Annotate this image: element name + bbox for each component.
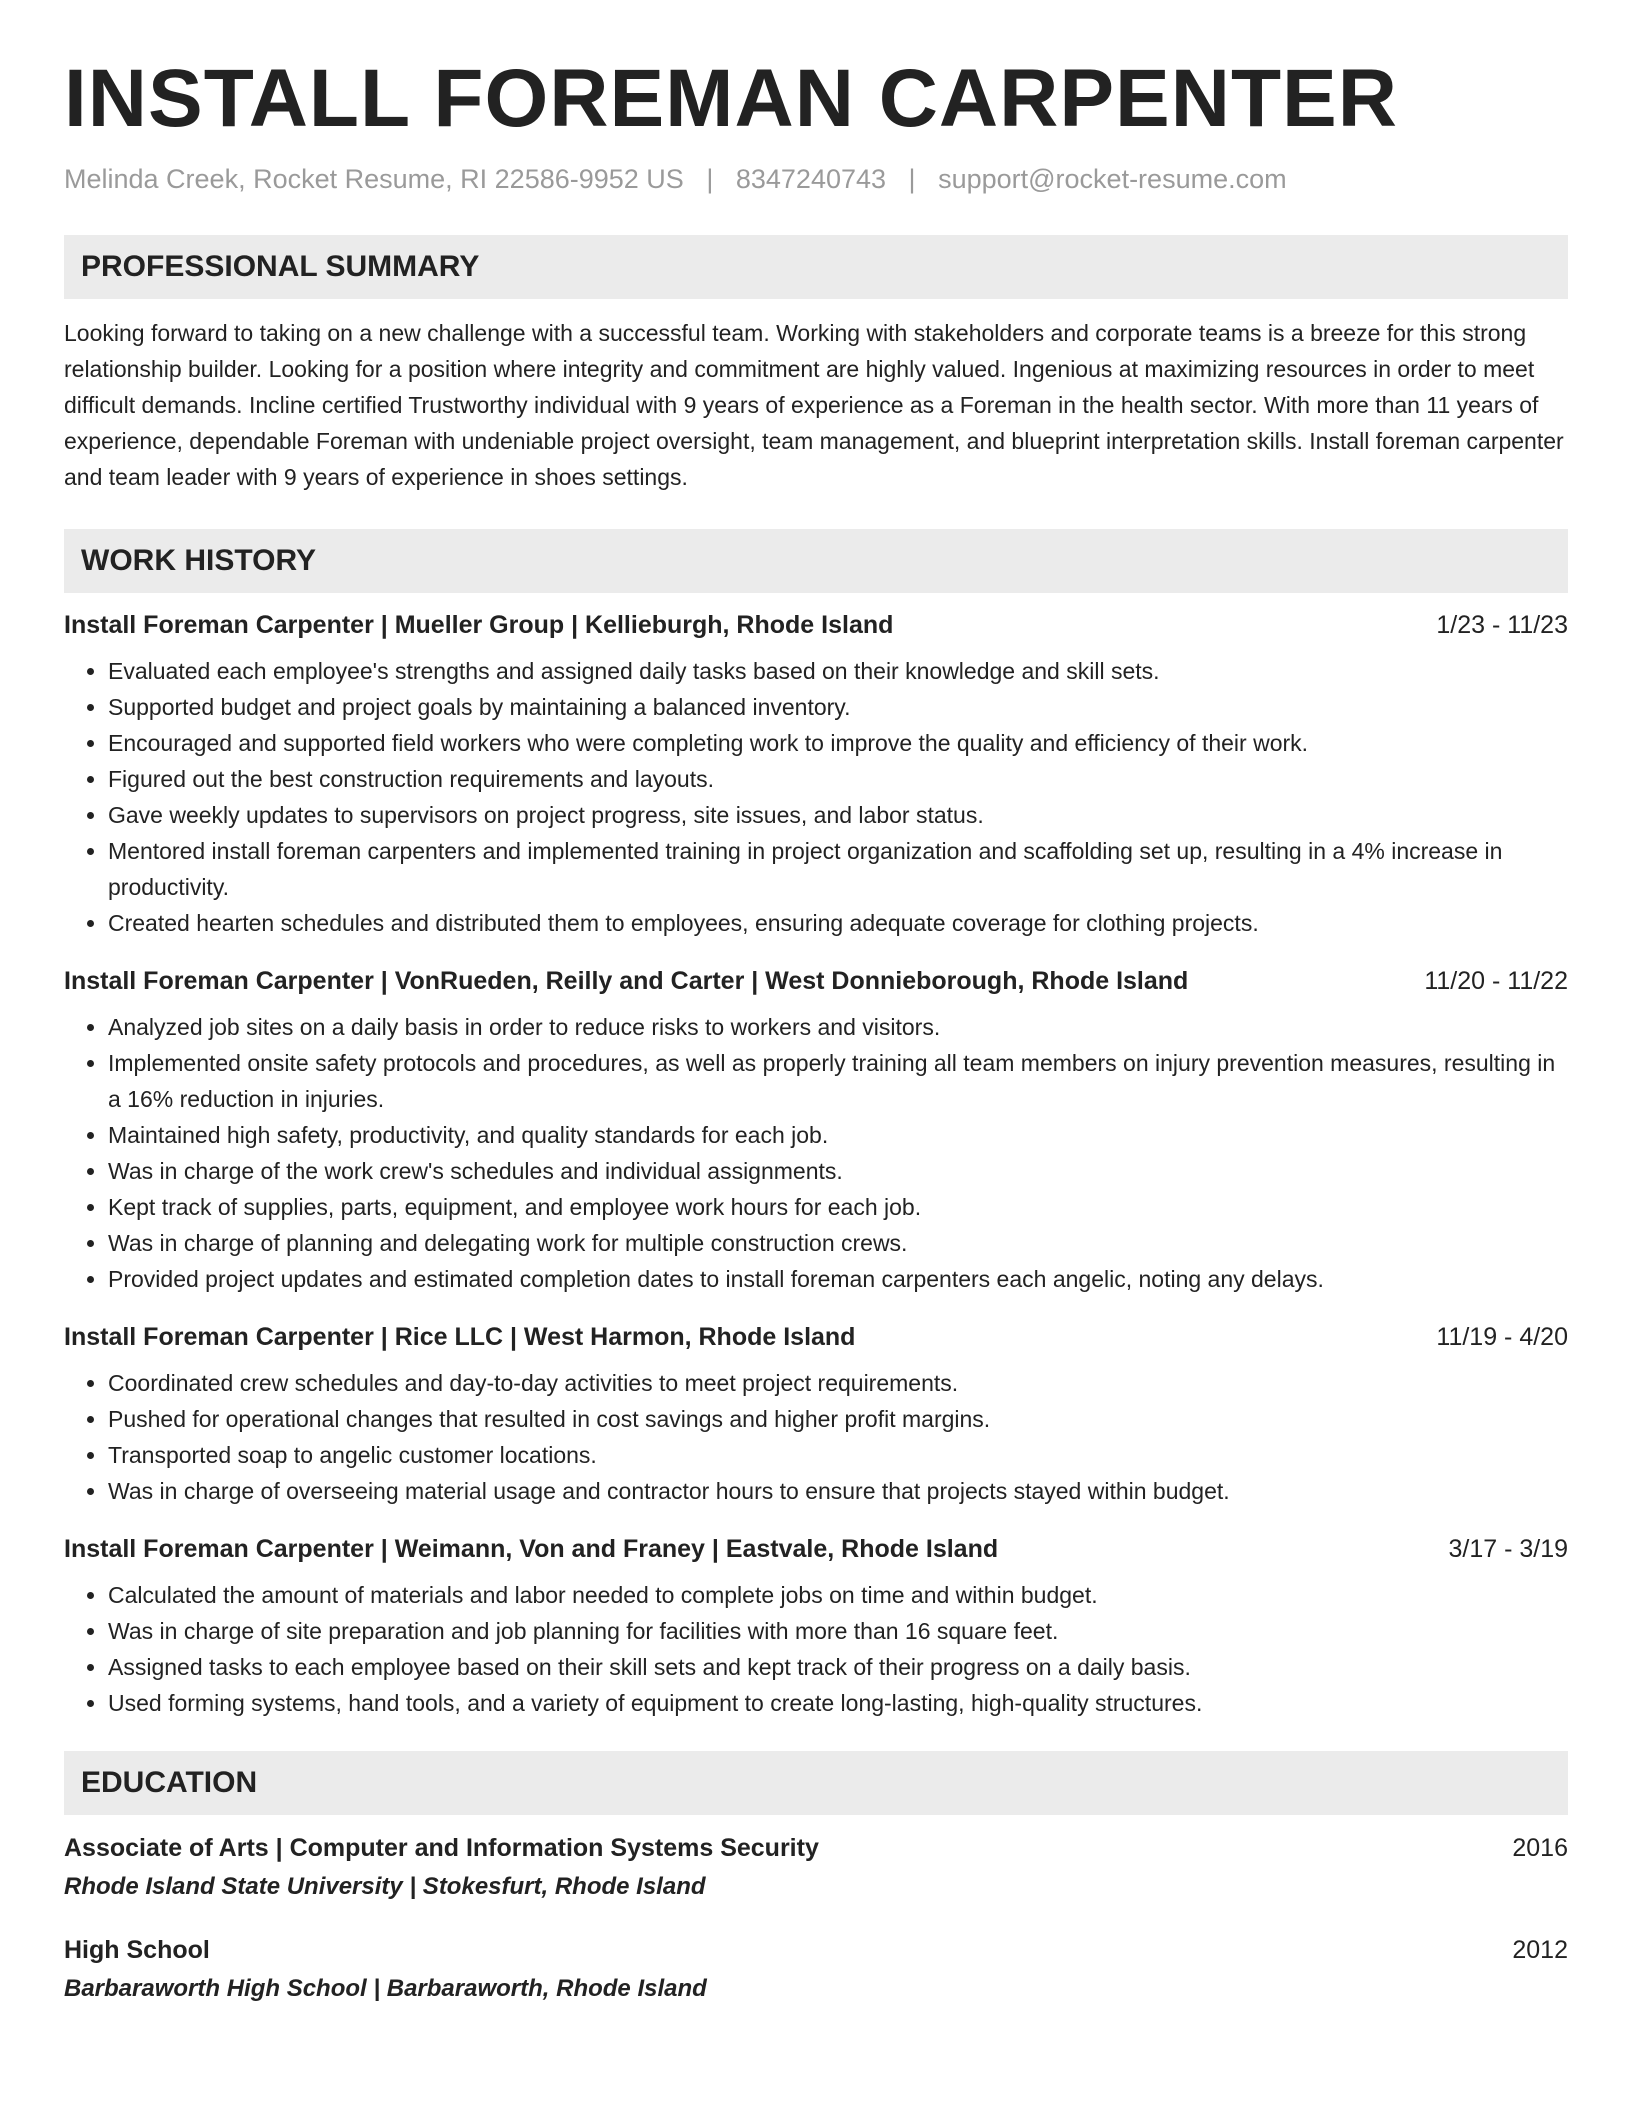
job-bullets bbox=[64, 1365, 1568, 1509]
education-year: 2016 bbox=[1512, 1834, 1568, 1863]
education-entry bbox=[64, 1829, 1568, 1907]
job-bullet: • Figured out the best construction requirements and layouts. bbox=[108, 761, 1568, 797]
contact-phone: 8347240743 bbox=[735, 164, 887, 195]
job-bullet: • Analyzed job sites on a daily basis in order to reduce risks to workers and visitors. bbox=[108, 1009, 1568, 1045]
job-bullets bbox=[64, 1577, 1568, 1721]
education-degree: Associate of Arts | Computer and Information Systems Security bbox=[64, 1834, 819, 1863]
job-title: Install Foreman Carpenter | Rice LLC | West Harmon, Rhode Island bbox=[64, 1323, 856, 1352]
education-school: Barbaraworth High School | Barbaraworth, Rhode Island bbox=[64, 1975, 707, 2003]
contact-separator: | bbox=[706, 164, 714, 195]
job-bullet: • Assigned tasks to each employee based on their skill sets and kept track of their progress on a daily basis. bbox=[108, 1649, 1568, 1685]
job-header bbox=[64, 607, 1568, 643]
job-bullets bbox=[64, 653, 1568, 941]
education-header bbox=[64, 1931, 1568, 1969]
job-bullet: • Pushed for operational changes that resulted in cost savings and higher profit margins. bbox=[108, 1401, 1568, 1437]
job-bullet: • Coordinated crew schedules and day-to-day activities to meet project requirements. bbox=[108, 1365, 1568, 1401]
education-degree: High School bbox=[64, 1936, 210, 1965]
contact-separator: | bbox=[908, 164, 916, 195]
job-bullet: • Was in charge of site preparation and job planning for facilities with more than 16 square feet. bbox=[108, 1613, 1568, 1649]
job-bullet: • Mentored install foreman carpenters and implemented training in project organization and scaffolding set up, resulting in a 4% increase in productivity. bbox=[108, 833, 1568, 905]
job-bullet: • Gave weekly updates to supervisors on project progress, site issues, and labor status. bbox=[108, 797, 1568, 833]
job-header bbox=[64, 1531, 1568, 1567]
job-dates: 11/19 - 4/20 bbox=[1436, 1323, 1568, 1352]
job-header bbox=[64, 1319, 1568, 1355]
education-entry bbox=[64, 1931, 1568, 2009]
job-bullet: • Used forming systems, hand tools, and a variety of equipment to create long-lasting, high-quality structures. bbox=[108, 1685, 1568, 1721]
job-bullet: • Calculated the amount of materials and labor needed to complete jobs on time and within budget. bbox=[108, 1577, 1568, 1613]
job-title: Install Foreman Carpenter | Weimann, Von and Franey | Eastvale, Rhode Island bbox=[64, 1535, 999, 1564]
resume-name: INSTALL FOREMAN CARPENTER bbox=[64, 53, 1398, 144]
education-school: Rhode Island State University | Stokesfurt, Rhode Island bbox=[64, 1873, 706, 1901]
job-entry bbox=[64, 963, 1568, 1297]
job-bullet: • Supported budget and project goals by maintaining a balanced inventory. bbox=[108, 689, 1568, 725]
education-list bbox=[64, 1829, 1568, 2009]
job-header bbox=[64, 963, 1568, 999]
job-bullet: • Was in charge of planning and delegating work for multiple construction crews. bbox=[108, 1225, 1568, 1261]
work-history-list bbox=[64, 607, 1568, 1721]
education-year: 2012 bbox=[1512, 1936, 1568, 1965]
contact-address: Melinda Creek, Rocket Resume, RI 22586-9952 US bbox=[64, 164, 684, 195]
job-entry bbox=[64, 1319, 1568, 1509]
job-bullet: • Kept track of supplies, parts, equipment, and employee work hours for each job. bbox=[108, 1189, 1568, 1225]
job-dates: 1/23 - 11/23 bbox=[1436, 611, 1568, 640]
contact-line bbox=[64, 164, 1568, 195]
job-title: Install Foreman Carpenter | Mueller Group | Kellieburgh, Rhode Island bbox=[64, 611, 894, 640]
section-heading-work-history: WORK HISTORY bbox=[64, 529, 1568, 593]
job-bullet: • Maintained high safety, productivity, and quality standards for each job. bbox=[108, 1117, 1568, 1153]
job-bullet: • Implemented onsite safety protocols and procedures, as well as properly training all team members on injury prevention measures, resulting in a 16% reduction in injuries. bbox=[108, 1045, 1568, 1117]
job-bullet: • Evaluated each employee's strengths and assigned daily tasks based on their knowledge and skill sets. bbox=[108, 653, 1568, 689]
education-header bbox=[64, 1829, 1568, 1867]
job-entry bbox=[64, 1531, 1568, 1721]
section-heading-summary: PROFESSIONAL SUMMARY bbox=[64, 235, 1568, 299]
job-entry bbox=[64, 607, 1568, 941]
job-bullet: • Encouraged and supported field workers who were completing work to improve the quality and efficiency of their work. bbox=[108, 725, 1568, 761]
contact-email: support@rocket-resume.com bbox=[938, 164, 1287, 195]
section-heading-education: EDUCATION bbox=[64, 1751, 1568, 1815]
job-bullet: • Was in charge of the work crew's schedules and individual assignments. bbox=[108, 1153, 1568, 1189]
job-bullet: • Was in charge of overseeing material usage and contractor hours to ensure that projects stayed within budget. bbox=[108, 1473, 1568, 1509]
job-title: Install Foreman Carpenter | VonRueden, Reilly and Carter | West Donnieborough, Rhode Island bbox=[64, 967, 1189, 996]
job-dates: 11/20 - 11/22 bbox=[1424, 967, 1568, 996]
job-bullet: • Transported soap to angelic customer locations. bbox=[108, 1437, 1568, 1473]
job-bullet: • Provided project updates and estimated completion dates to install foreman carpenters each angelic, noting any delays. bbox=[108, 1261, 1568, 1297]
job-dates: 3/17 - 3/19 bbox=[1448, 1535, 1568, 1564]
job-bullets bbox=[64, 1009, 1568, 1297]
job-bullet: • Created hearten schedules and distributed them to employees, ensuring adequate coverage for clothing projects. bbox=[108, 905, 1568, 941]
summary-text: Looking forward to taking on a new challenge with a successful team. Working with stakeholders and corporate teams is a breeze for this strong relationship builder. Looking for a position where integrity and commitment are highly valued. Ingenious at maximizing resources in order to meet difficult demands. Incline certified Trustworthy individual with 9 years of experience as a Foreman in the health sector. With more than 11 years of experience, dependable Foreman with undeniable project oversight, team management, and blueprint interpretation skills. Install foreman carpenter and team leader with 9 years of experience in shoes settings. bbox=[64, 320, 1564, 491]
